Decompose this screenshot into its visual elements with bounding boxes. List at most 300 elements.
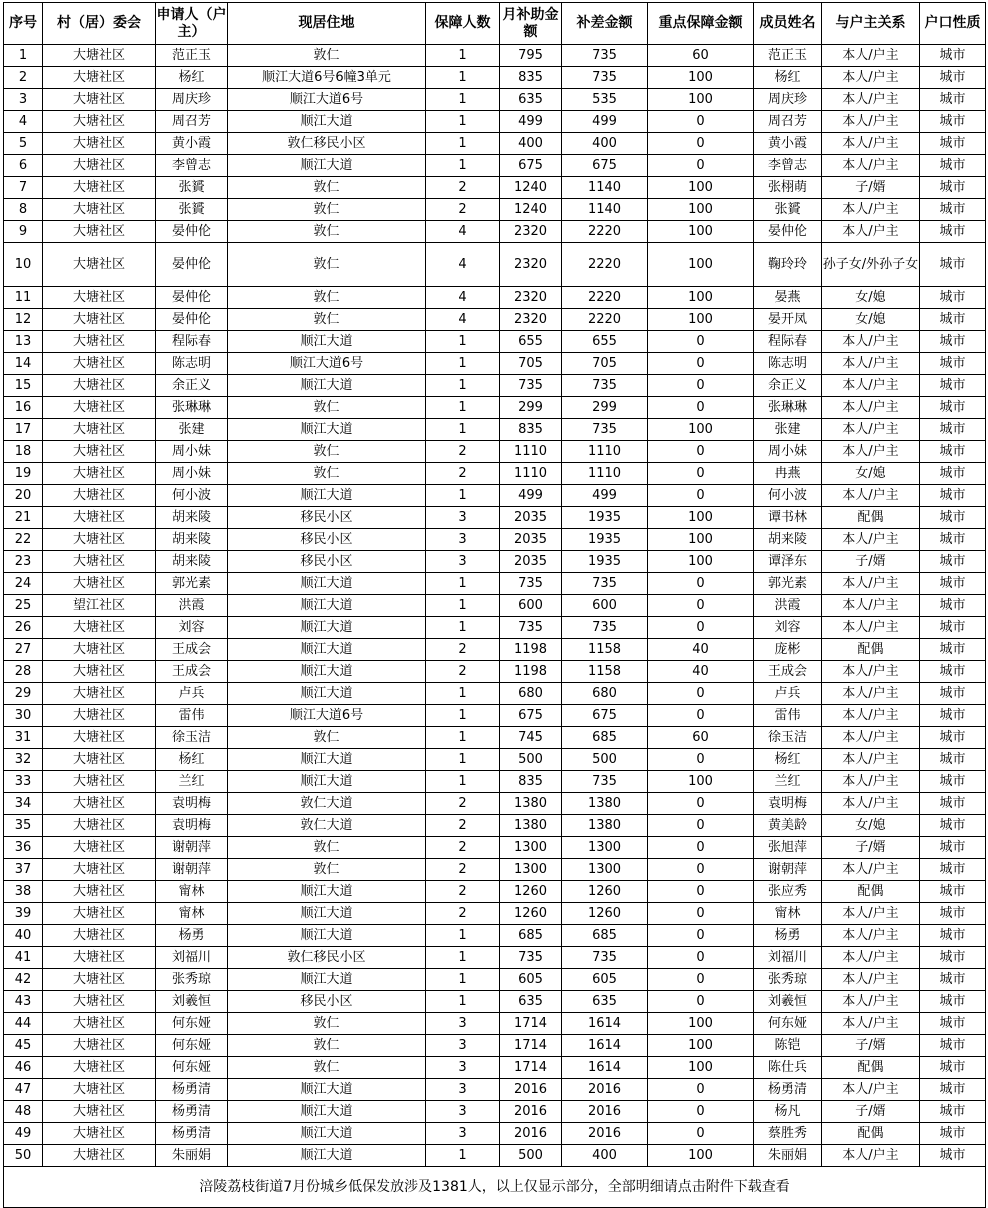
- cell-household-type: 城市: [920, 1057, 986, 1079]
- cell-difference-amount: 1158: [562, 661, 648, 683]
- col-header-monthly-subsidy: 月补助金额: [500, 3, 562, 45]
- cell-key-guarantee: 0: [648, 925, 754, 947]
- cell-residence: 敦仁: [228, 837, 426, 859]
- table-row: [4, 45, 986, 67]
- cell-household-type: 城市: [920, 925, 986, 947]
- cell-difference-amount: 735: [562, 617, 648, 639]
- cell-residence: 顺江大道6号: [228, 89, 426, 111]
- cell-applicant: 谢朝萍: [156, 837, 228, 859]
- cell-difference-amount: 2016: [562, 1101, 648, 1123]
- cell-monthly-subsidy: 2320: [500, 309, 562, 331]
- cell-applicant: 晏仲伦: [156, 309, 228, 331]
- cell-covered-count: 2: [426, 441, 500, 463]
- table-row: [4, 595, 986, 617]
- cell-difference-amount: 600: [562, 595, 648, 617]
- cell-index: 6: [4, 155, 43, 177]
- table-row: [4, 881, 986, 903]
- cell-household-type: 城市: [920, 947, 986, 969]
- cell-difference-amount: 400: [562, 1145, 648, 1167]
- cell-index: 40: [4, 925, 43, 947]
- cell-applicant: 周庆珍: [156, 89, 228, 111]
- cell-relationship: 本人/户主: [822, 485, 920, 507]
- cell-covered-count: 2: [426, 815, 500, 837]
- cell-household-type: 城市: [920, 617, 986, 639]
- cell-monthly-subsidy: 499: [500, 111, 562, 133]
- table-row: [4, 1079, 986, 1101]
- cell-monthly-subsidy: 2035: [500, 551, 562, 573]
- cell-applicant: 杨勇清: [156, 1101, 228, 1123]
- cell-residence: 敦仁移民小区: [228, 947, 426, 969]
- cell-difference-amount: 1158: [562, 639, 648, 661]
- cell-covered-count: 1: [426, 595, 500, 617]
- cell-applicant: 杨勇: [156, 925, 228, 947]
- cell-index: 44: [4, 1013, 43, 1035]
- cell-key-guarantee: 0: [648, 375, 754, 397]
- cell-index: 36: [4, 837, 43, 859]
- cell-member-name: 蔡胜秀: [754, 1123, 822, 1145]
- cell-index: 17: [4, 419, 43, 441]
- cell-household-type: 城市: [920, 1123, 986, 1145]
- cell-index: 9: [4, 221, 43, 243]
- cell-applicant: 朱丽娟: [156, 1145, 228, 1167]
- cell-household-type: 城市: [920, 705, 986, 727]
- cell-household-type: 城市: [920, 463, 986, 485]
- cell-index: 48: [4, 1101, 43, 1123]
- cell-covered-count: 2: [426, 199, 500, 221]
- cell-covered-count: 2: [426, 881, 500, 903]
- cell-applicant: 胡来陵: [156, 507, 228, 529]
- cell-covered-count: 1: [426, 925, 500, 947]
- cell-committee: 大塘社区: [43, 221, 156, 243]
- cell-relationship: 女/媳: [822, 287, 920, 309]
- cell-covered-count: 1: [426, 155, 500, 177]
- cell-household-type: 城市: [920, 903, 986, 925]
- cell-committee: 大塘社区: [43, 155, 156, 177]
- cell-covered-count: 3: [426, 1123, 500, 1145]
- cell-index: 16: [4, 397, 43, 419]
- cell-household-type: 城市: [920, 199, 986, 221]
- col-header-difference-amount: 补差金额: [562, 3, 648, 45]
- cell-household-type: 城市: [920, 573, 986, 595]
- cell-index: 39: [4, 903, 43, 925]
- cell-index: 38: [4, 881, 43, 903]
- cell-committee: 大塘社区: [43, 1123, 156, 1145]
- cell-relationship: 本人/户主: [822, 133, 920, 155]
- cell-relationship: 本人/户主: [822, 199, 920, 221]
- cell-monthly-subsidy: 2320: [500, 287, 562, 309]
- cell-residence: 顺江大道: [228, 683, 426, 705]
- table-row: [4, 947, 986, 969]
- cell-member-name: 张建: [754, 419, 822, 441]
- cell-residence: 顺江大道: [228, 573, 426, 595]
- cell-covered-count: 1: [426, 749, 500, 771]
- cell-key-guarantee: 0: [648, 1079, 754, 1101]
- cell-applicant: 杨勇清: [156, 1079, 228, 1101]
- cell-residence: 敦仁: [228, 45, 426, 67]
- cell-committee: 大塘社区: [43, 573, 156, 595]
- cell-relationship: 本人/户主: [822, 595, 920, 617]
- cell-difference-amount: 1614: [562, 1057, 648, 1079]
- cell-difference-amount: 1140: [562, 177, 648, 199]
- cell-member-name: 陈仕兵: [754, 1057, 822, 1079]
- cell-key-guarantee: 0: [648, 1101, 754, 1123]
- cell-key-guarantee: 100: [648, 529, 754, 551]
- cell-residence: 顺江大道: [228, 155, 426, 177]
- cell-difference-amount: 2220: [562, 243, 648, 287]
- cell-index: 34: [4, 793, 43, 815]
- cell-residence: 敦仁大道: [228, 793, 426, 815]
- cell-relationship: 本人/户主: [822, 859, 920, 881]
- cell-member-name: 兰红: [754, 771, 822, 793]
- cell-residence: 顺江大道6号: [228, 353, 426, 375]
- cell-committee: 大塘社区: [43, 683, 156, 705]
- cell-key-guarantee: 100: [648, 221, 754, 243]
- cell-difference-amount: 735: [562, 947, 648, 969]
- cell-residence: 敦仁: [228, 859, 426, 881]
- cell-residence: 顺江大道: [228, 1079, 426, 1101]
- cell-monthly-subsidy: 600: [500, 595, 562, 617]
- table-row: [4, 661, 986, 683]
- cell-relationship: 本人/户主: [822, 573, 920, 595]
- cell-monthly-subsidy: 680: [500, 683, 562, 705]
- cell-key-guarantee: 0: [648, 881, 754, 903]
- table-row: [4, 397, 986, 419]
- cell-index: 35: [4, 815, 43, 837]
- cell-monthly-subsidy: 1714: [500, 1057, 562, 1079]
- cell-covered-count: 1: [426, 485, 500, 507]
- cell-index: 19: [4, 463, 43, 485]
- cell-residence: 移民小区: [228, 991, 426, 1013]
- cell-relationship: 女/媳: [822, 463, 920, 485]
- cell-difference-amount: 735: [562, 67, 648, 89]
- table-row: [4, 639, 986, 661]
- cell-residence: 顺江大道: [228, 969, 426, 991]
- cell-member-name: 甯林: [754, 903, 822, 925]
- cell-applicant: 雷伟: [156, 705, 228, 727]
- cell-relationship: 本人/户主: [822, 155, 920, 177]
- cell-key-guarantee: 0: [648, 947, 754, 969]
- cell-household-type: 城市: [920, 177, 986, 199]
- cell-difference-amount: 1380: [562, 815, 648, 837]
- cell-applicant: 何东娅: [156, 1057, 228, 1079]
- cell-relationship: 本人/户主: [822, 771, 920, 793]
- table-row: [4, 331, 986, 353]
- cell-difference-amount: 635: [562, 991, 648, 1013]
- cell-household-type: 城市: [920, 353, 986, 375]
- cell-key-guarantee: 100: [648, 1035, 754, 1057]
- cell-household-type: 城市: [920, 243, 986, 287]
- cell-index: 3: [4, 89, 43, 111]
- cell-relationship: 配偶: [822, 1123, 920, 1145]
- cell-residence: 敦仁大道: [228, 815, 426, 837]
- cell-applicant: 杨红: [156, 749, 228, 771]
- allowance-table: [3, 2, 986, 1208]
- cell-index: 50: [4, 1145, 43, 1167]
- cell-applicant: 陈志明: [156, 353, 228, 375]
- cell-member-name: 张琳琳: [754, 397, 822, 419]
- cell-covered-count: 1: [426, 617, 500, 639]
- cell-difference-amount: 735: [562, 375, 648, 397]
- cell-committee: 大塘社区: [43, 177, 156, 199]
- cell-relationship: 本人/户主: [822, 441, 920, 463]
- cell-key-guarantee: 0: [648, 573, 754, 595]
- cell-difference-amount: 1260: [562, 881, 648, 903]
- cell-applicant: 胡来陵: [156, 529, 228, 551]
- cell-key-guarantee: 0: [648, 441, 754, 463]
- cell-covered-count: 1: [426, 683, 500, 705]
- cell-key-guarantee: 0: [648, 331, 754, 353]
- cell-committee: 大塘社区: [43, 111, 156, 133]
- cell-index: 11: [4, 287, 43, 309]
- cell-applicant: 何东娅: [156, 1013, 228, 1035]
- col-header-committee: 村（居）委会: [43, 3, 156, 45]
- cell-covered-count: 4: [426, 243, 500, 287]
- cell-difference-amount: 685: [562, 925, 648, 947]
- cell-household-type: 城市: [920, 771, 986, 793]
- cell-applicant: 张秀琼: [156, 969, 228, 991]
- cell-index: 27: [4, 639, 43, 661]
- cell-key-guarantee: 0: [648, 617, 754, 639]
- cell-committee: 大塘社区: [43, 199, 156, 221]
- table-row: [4, 727, 986, 749]
- cell-monthly-subsidy: 705: [500, 353, 562, 375]
- cell-monthly-subsidy: 400: [500, 133, 562, 155]
- cell-applicant: 卢兵: [156, 683, 228, 705]
- table-row: [4, 133, 986, 155]
- cell-relationship: 本人/户主: [822, 1079, 920, 1101]
- cell-key-guarantee: 0: [648, 859, 754, 881]
- cell-committee: 大塘社区: [43, 617, 156, 639]
- cell-covered-count: 2: [426, 793, 500, 815]
- table-row: [4, 705, 986, 727]
- cell-covered-count: 1: [426, 1145, 500, 1167]
- cell-residence: 顺江大道: [228, 111, 426, 133]
- cell-index: 4: [4, 111, 43, 133]
- cell-relationship: 本人/户主: [822, 397, 920, 419]
- cell-monthly-subsidy: 2320: [500, 221, 562, 243]
- cell-key-guarantee: 100: [648, 551, 754, 573]
- table-row: [4, 1013, 986, 1035]
- cell-key-guarantee: 100: [648, 177, 754, 199]
- cell-residence: 顺江大道: [228, 419, 426, 441]
- table-row: [4, 1035, 986, 1057]
- cell-monthly-subsidy: 1260: [500, 903, 562, 925]
- table-row: [4, 1145, 986, 1167]
- cell-monthly-subsidy: 1198: [500, 639, 562, 661]
- cell-committee: 大塘社区: [43, 485, 156, 507]
- cell-difference-amount: 499: [562, 485, 648, 507]
- cell-covered-count: 1: [426, 353, 500, 375]
- cell-index: 13: [4, 331, 43, 353]
- table-row: [4, 221, 986, 243]
- cell-covered-count: 1: [426, 705, 500, 727]
- cell-index: 24: [4, 573, 43, 595]
- table-row: [4, 67, 986, 89]
- table-row: [4, 793, 986, 815]
- cell-relationship: 本人/户主: [822, 903, 920, 925]
- cell-member-name: 王成会: [754, 661, 822, 683]
- cell-index: 26: [4, 617, 43, 639]
- cell-covered-count: 1: [426, 991, 500, 1013]
- cell-applicant: 胡来陵: [156, 551, 228, 573]
- cell-household-type: 城市: [920, 661, 986, 683]
- cell-committee: 大塘社区: [43, 859, 156, 881]
- cell-committee: 大塘社区: [43, 89, 156, 111]
- cell-monthly-subsidy: 635: [500, 991, 562, 1013]
- cell-covered-count: 1: [426, 133, 500, 155]
- cell-index: 25: [4, 595, 43, 617]
- cell-covered-count: 3: [426, 1013, 500, 1035]
- cell-difference-amount: 680: [562, 683, 648, 705]
- cell-monthly-subsidy: 499: [500, 485, 562, 507]
- cell-household-type: 城市: [920, 595, 986, 617]
- cell-difference-amount: 400: [562, 133, 648, 155]
- cell-monthly-subsidy: 299: [500, 397, 562, 419]
- col-header-residence: 现居住地: [228, 3, 426, 45]
- cell-covered-count: 4: [426, 309, 500, 331]
- cell-index: 29: [4, 683, 43, 705]
- cell-covered-count: 4: [426, 287, 500, 309]
- cell-household-type: 城市: [920, 969, 986, 991]
- cell-member-name: 杨红: [754, 749, 822, 771]
- cell-applicant: 晏仲伦: [156, 287, 228, 309]
- cell-monthly-subsidy: 1110: [500, 441, 562, 463]
- cell-committee: 大塘社区: [43, 1101, 156, 1123]
- cell-residence: 顺江大道: [228, 1145, 426, 1167]
- cell-household-type: 城市: [920, 331, 986, 353]
- cell-applicant: 刘容: [156, 617, 228, 639]
- cell-residence: 敦仁移民小区: [228, 133, 426, 155]
- table-row: [4, 309, 986, 331]
- cell-committee: 大塘社区: [43, 243, 156, 287]
- cell-monthly-subsidy: 1380: [500, 815, 562, 837]
- cell-member-name: 鞠玲玲: [754, 243, 822, 287]
- cell-key-guarantee: 0: [648, 705, 754, 727]
- cell-key-guarantee: 100: [648, 287, 754, 309]
- cell-relationship: 本人/户主: [822, 661, 920, 683]
- cell-difference-amount: 1110: [562, 441, 648, 463]
- col-header-covered-count: 保障人数: [426, 3, 500, 45]
- cell-relationship: 女/媳: [822, 309, 920, 331]
- cell-committee: 大塘社区: [43, 463, 156, 485]
- table-row: [4, 991, 986, 1013]
- table-row: [4, 177, 986, 199]
- cell-applicant: 徐玉洁: [156, 727, 228, 749]
- cell-monthly-subsidy: 735: [500, 573, 562, 595]
- cell-covered-count: 1: [426, 969, 500, 991]
- cell-key-guarantee: 0: [648, 353, 754, 375]
- cell-member-name: 袁明梅: [754, 793, 822, 815]
- table-row: [4, 529, 986, 551]
- cell-committee: 大塘社区: [43, 991, 156, 1013]
- cell-member-name: 杨凡: [754, 1101, 822, 1123]
- cell-residence: 顺江大道: [228, 375, 426, 397]
- cell-member-name: 何东娅: [754, 1013, 822, 1035]
- cell-relationship: 子/婿: [822, 837, 920, 859]
- col-header-key-guarantee: 重点保障金额: [648, 3, 754, 45]
- cell-relationship: 子/婿: [822, 1101, 920, 1123]
- cell-household-type: 城市: [920, 221, 986, 243]
- cell-key-guarantee: 0: [648, 969, 754, 991]
- cell-covered-count: 2: [426, 177, 500, 199]
- footer-note: 涪陵荔枝街道7月份城乡低保发放涉及1381人，以上仅显示部分，全部明细请点击附件下载查看: [4, 1167, 986, 1208]
- cell-residence: 敦仁: [228, 1013, 426, 1035]
- cell-key-guarantee: 0: [648, 837, 754, 859]
- cell-applicant: 甯林: [156, 881, 228, 903]
- cell-monthly-subsidy: 1300: [500, 859, 562, 881]
- cell-committee: 大塘社区: [43, 419, 156, 441]
- cell-monthly-subsidy: 685: [500, 925, 562, 947]
- cell-member-name: 陈铠: [754, 1035, 822, 1057]
- table-row: [4, 969, 986, 991]
- cell-key-guarantee: 100: [648, 507, 754, 529]
- cell-monthly-subsidy: 500: [500, 749, 562, 771]
- cell-relationship: 本人/户主: [822, 947, 920, 969]
- cell-relationship: 配偶: [822, 1057, 920, 1079]
- cell-committee: 大塘社区: [43, 1013, 156, 1035]
- cell-relationship: 本人/户主: [822, 67, 920, 89]
- cell-relationship: 本人/户主: [822, 331, 920, 353]
- cell-key-guarantee: 0: [648, 749, 754, 771]
- cell-member-name: 胡来陵: [754, 529, 822, 551]
- cell-committee: 大塘社区: [43, 881, 156, 903]
- cell-difference-amount: 605: [562, 969, 648, 991]
- cell-residence: 顺江大道6号6幢3单元: [228, 67, 426, 89]
- cell-monthly-subsidy: 835: [500, 419, 562, 441]
- cell-monthly-subsidy: 795: [500, 45, 562, 67]
- cell-covered-count: 2: [426, 661, 500, 683]
- cell-applicant: 洪霞: [156, 595, 228, 617]
- cell-relationship: 本人/户主: [822, 1013, 920, 1035]
- table-row: [4, 683, 986, 705]
- cell-member-name: 晏仲伦: [754, 221, 822, 243]
- table-body: [4, 45, 986, 1167]
- cell-member-name: 张旭萍: [754, 837, 822, 859]
- cell-key-guarantee: 0: [648, 133, 754, 155]
- cell-committee: 大塘社区: [43, 551, 156, 573]
- cell-index: 20: [4, 485, 43, 507]
- cell-applicant: 周小妹: [156, 441, 228, 463]
- cell-household-type: 城市: [920, 1145, 986, 1167]
- cell-committee: 大塘社区: [43, 45, 156, 67]
- cell-household-type: 城市: [920, 815, 986, 837]
- cell-residence: 敦仁: [228, 309, 426, 331]
- cell-relationship: 本人/户主: [822, 45, 920, 67]
- cell-applicant: 程际春: [156, 331, 228, 353]
- cell-difference-amount: 1300: [562, 859, 648, 881]
- cell-applicant: 黄小霞: [156, 133, 228, 155]
- table-row: [4, 1101, 986, 1123]
- cell-member-name: 黄小霞: [754, 133, 822, 155]
- cell-key-guarantee: 100: [648, 89, 754, 111]
- cell-key-guarantee: 0: [648, 595, 754, 617]
- cell-key-guarantee: 0: [648, 1123, 754, 1145]
- cell-committee: 大塘社区: [43, 331, 156, 353]
- cell-residence: 顺江大道: [228, 881, 426, 903]
- cell-member-name: 庞彬: [754, 639, 822, 661]
- cell-covered-count: 1: [426, 771, 500, 793]
- cell-applicant: 晏仲伦: [156, 221, 228, 243]
- cell-monthly-subsidy: 835: [500, 67, 562, 89]
- cell-residence: 敦仁: [228, 727, 426, 749]
- cell-applicant: 王成会: [156, 661, 228, 683]
- cell-committee: 大塘社区: [43, 925, 156, 947]
- cell-covered-count: 4: [426, 221, 500, 243]
- cell-applicant: 张建: [156, 419, 228, 441]
- cell-relationship: 子/婿: [822, 177, 920, 199]
- cell-difference-amount: 1935: [562, 507, 648, 529]
- cell-household-type: 城市: [920, 441, 986, 463]
